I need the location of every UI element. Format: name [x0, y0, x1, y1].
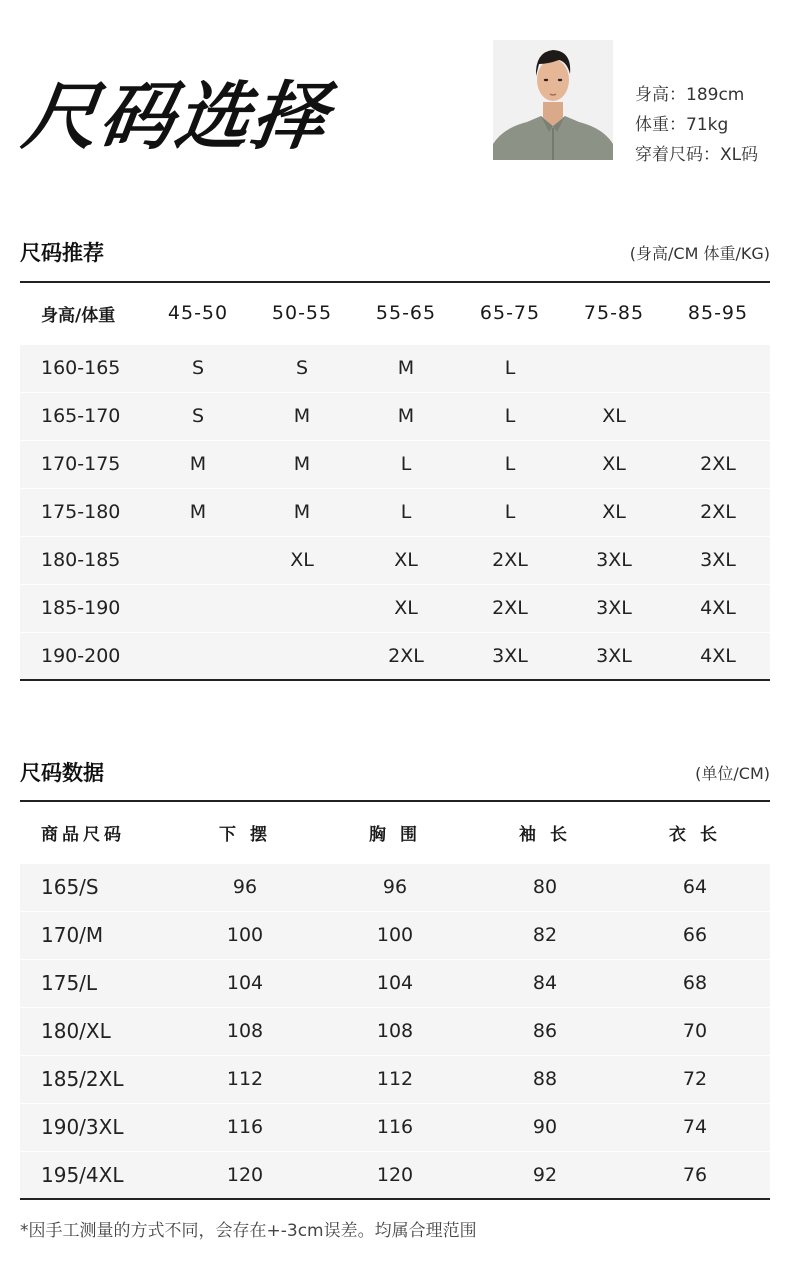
table-cell: 2XL	[492, 549, 528, 571]
table-cell: 80	[532, 876, 558, 898]
table-cell: 3XL	[596, 549, 632, 571]
table-row	[20, 584, 770, 632]
row-label: 185/2XL	[41, 1067, 124, 1091]
row-label: 165-170	[41, 405, 121, 427]
table-cell: 74	[682, 1116, 708, 1138]
table-cell: XL	[394, 597, 418, 619]
row-label: 195/4XL	[41, 1162, 124, 1187]
model-portrait-image	[493, 40, 613, 160]
table-header-row	[20, 801, 770, 863]
table-cell: M	[293, 501, 311, 523]
table-cell: 2XL	[388, 644, 424, 667]
table-cell	[146, 536, 250, 584]
table-header-row	[20, 282, 770, 344]
table-cell: 90	[532, 1116, 558, 1138]
specs-header	[20, 757, 770, 787]
table-cell	[250, 584, 354, 632]
table-cell: M	[189, 501, 207, 523]
table-row	[20, 344, 770, 392]
column-header: 75-85	[562, 282, 666, 344]
table-cell: 4XL	[700, 597, 736, 619]
table-cell: 2XL	[700, 453, 736, 475]
table-row	[20, 632, 770, 680]
table-cell: 116	[226, 1116, 264, 1138]
page-title: 尺码选择	[17, 74, 335, 160]
table-cell: 104	[226, 972, 264, 994]
column-header: 商品尺码	[20, 801, 170, 863]
table-cell: XL	[602, 405, 626, 427]
table-cell: 96	[232, 876, 258, 898]
table-cell	[666, 344, 770, 392]
row-label: 180/XL	[41, 1019, 111, 1043]
table-row	[20, 911, 770, 959]
column-header: 65-75	[458, 282, 562, 344]
column-header: 身高/体重	[20, 282, 146, 344]
table-row	[20, 440, 770, 488]
column-header: 衣 长	[620, 801, 770, 863]
column-header: 胸 围	[320, 801, 470, 863]
table-cell: 64	[682, 876, 708, 898]
row-label: 175/L	[41, 971, 98, 995]
table-cell: L	[504, 405, 516, 427]
column-header: 50-55	[250, 282, 354, 344]
table-cell: M	[293, 453, 311, 475]
table-cell: 86	[532, 1020, 558, 1042]
table-cell: M	[397, 405, 415, 427]
table-cell: 68	[682, 972, 708, 994]
table-cell: 3XL	[596, 597, 632, 619]
table-cell: S	[191, 405, 205, 427]
table-cell: 2XL	[700, 501, 736, 523]
table-cell	[146, 584, 250, 632]
model-height: 身高：189cm	[635, 85, 745, 105]
table-row	[20, 959, 770, 1007]
model-size: 穿着尺码：XL码	[635, 145, 759, 165]
table-cell: 112	[226, 1068, 264, 1090]
column-header: 85-95	[666, 282, 770, 344]
table-row	[20, 1103, 770, 1151]
table-cell: S	[295, 357, 309, 379]
table-cell: 112	[376, 1068, 414, 1090]
table-row	[20, 488, 770, 536]
table-cell: L	[504, 357, 516, 379]
row-label: 160-165	[41, 357, 121, 379]
table-cell	[666, 392, 770, 440]
table-cell: L	[504, 501, 516, 523]
table-row	[20, 863, 770, 911]
row-label: 175-180	[41, 501, 121, 523]
table-cell: 104	[376, 972, 414, 994]
table-cell: S	[191, 357, 205, 379]
table-cell: 108	[226, 1020, 264, 1042]
table-cell	[250, 632, 354, 680]
table-cell: 3XL	[700, 549, 736, 571]
table-cell: 92	[532, 1163, 558, 1186]
table-cell: 84	[532, 972, 558, 994]
table-cell: M	[189, 453, 207, 475]
column-header: 55-65	[354, 282, 458, 344]
table-cell: M	[293, 405, 311, 427]
table-cell: 120	[226, 1163, 264, 1186]
table-cell: 96	[382, 876, 408, 898]
table-cell: 3XL	[596, 644, 632, 667]
row-label: 165/S	[41, 875, 99, 899]
row-label: 180-185	[41, 549, 121, 571]
recommendation-unit: (身高/CM 体重/KG)	[629, 244, 770, 263]
size-data-table	[20, 800, 770, 1200]
row-label: 170/M	[41, 923, 104, 947]
column-header: 下 摆	[170, 801, 320, 863]
row-label: 190-200	[41, 644, 121, 667]
table-cell: XL	[602, 501, 626, 523]
table-cell: 4XL	[700, 644, 736, 667]
table-cell: 72	[682, 1068, 708, 1090]
row-label: 170-175	[41, 453, 121, 475]
recommendation-header	[20, 237, 770, 267]
row-label: 185-190	[41, 597, 121, 619]
table-cell: 88	[532, 1068, 558, 1090]
table-cell: 108	[376, 1020, 414, 1042]
table-cell: XL	[394, 549, 418, 571]
recommendation-title: 尺码推荐	[20, 241, 104, 265]
table-cell: XL	[602, 453, 626, 475]
table-cell: XL	[290, 549, 314, 571]
table-cell: 100	[226, 924, 264, 946]
model-photo	[493, 40, 613, 160]
table-cell: 120	[376, 1163, 414, 1186]
specs-title: 尺码数据	[20, 761, 104, 785]
column-header: 袖 长	[470, 801, 620, 863]
table-cell: 116	[376, 1116, 414, 1138]
table-cell: L	[400, 501, 412, 523]
model-weight: 体重：71kg	[635, 115, 729, 135]
row-label: 190/3XL	[41, 1115, 124, 1139]
table-cell: 3XL	[492, 644, 528, 667]
table-row	[20, 1055, 770, 1103]
table-row	[20, 1151, 770, 1199]
column-header: 45-50	[146, 282, 250, 344]
table-cell: L	[400, 453, 412, 475]
table-cell	[146, 632, 250, 680]
table-row	[20, 536, 770, 584]
table-cell: 100	[376, 924, 414, 946]
table-cell: M	[397, 357, 415, 379]
table-cell: 70	[682, 1020, 708, 1042]
table-cell: 76	[682, 1163, 708, 1186]
size-recommendation-table	[20, 281, 770, 681]
model-info	[635, 80, 758, 170]
table-row	[20, 392, 770, 440]
table-row	[20, 1007, 770, 1055]
table-cell: 82	[532, 924, 558, 946]
specs-unit: (单位/CM)	[695, 764, 770, 783]
table-cell: 2XL	[492, 597, 528, 619]
footnote: *因手工测量的方式不同，会存在+-3cm误差。均属合理范围	[20, 1221, 477, 1241]
table-cell	[562, 344, 666, 392]
table-cell: L	[504, 453, 516, 475]
table-cell: 66	[682, 924, 708, 946]
